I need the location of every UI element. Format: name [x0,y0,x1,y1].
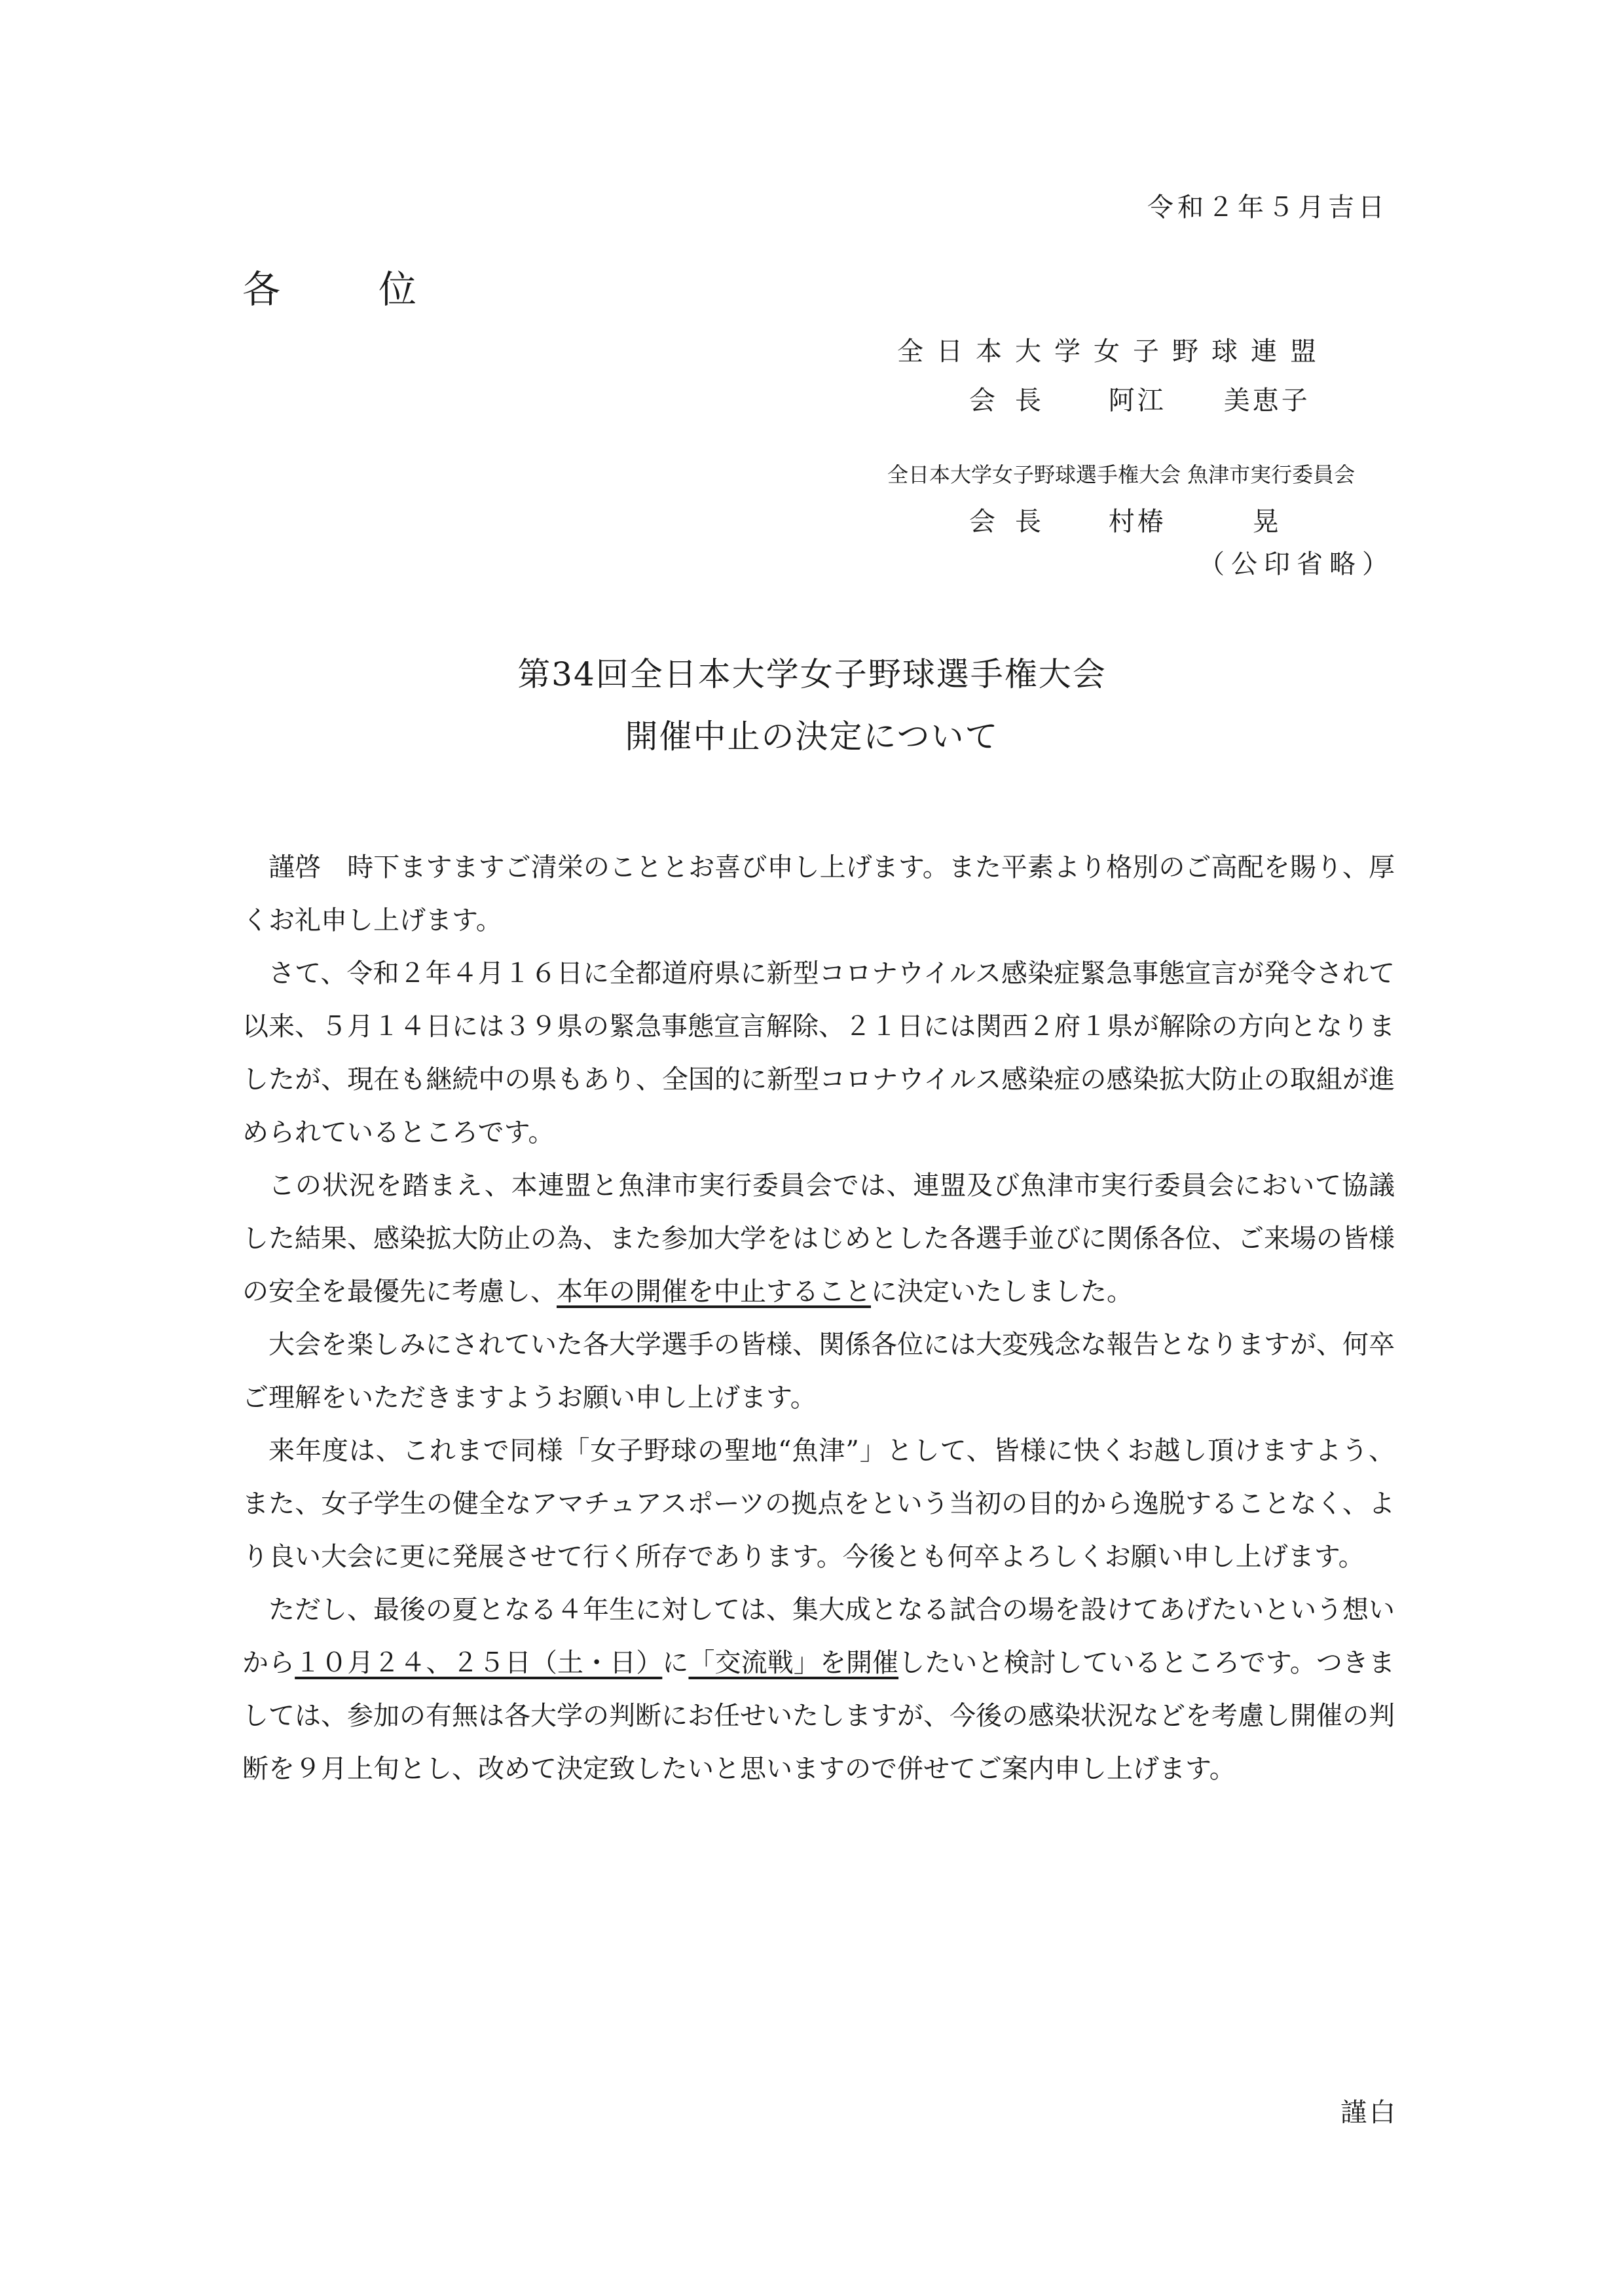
decision-text-a: この状況を踏まえ、本連盟と魚津市実行委員会では、連盟及び魚津市実行委員会において協議した結果、感染拡大防止の為、また参加大学をはじめとした各選手並びに関係各位、ご来場の皆様の安全を最優先に考慮し、 [242,1171,1395,1307]
sender-chair-2-name: 村椿 晃 [1108,507,1282,537]
paragraph-apology: 大会を楽しみにされていた各大学選手の皆様、関係各位には大変残念な報告となりますが、何卒ご理解をいただきますようお願い申し上げます。 [242,1330,1395,1413]
decision-underlined: 本年の開催を中止すること [557,1277,871,1307]
document-title-line-2: 開催中止の決定について [625,718,999,756]
sender-chair-2-role: 会長 [969,507,1061,537]
sender-chair-1-role: 会長 [969,386,1061,416]
letter-body [242,841,1395,1796]
recipient-salutation: 各位 [242,267,515,312]
sender-chair-1-name: 阿江 美恵子 [1108,386,1310,416]
exchange-date-underlined: １０月２４、２５日（土・日） [295,1648,663,1678]
issue-date: 令和２年５月吉日 [1147,192,1388,223]
sender-organization-1: 全日本大学女子野球連盟 [897,337,1329,367]
document-title-line-1: 第34回全日本大学女子野球選手権大会 [517,655,1107,693]
paragraph-background: さて、令和２年４月１６日に全都道府県に新型コロナウイルス感染症緊急事態宣言が発令されて以来、５月１４日には３９県の緊急事態宣言解除、２１日には関西２府１県が解除の方向となりましたが、現在も継続中の県もあり、全国的に新型コロナウイルス感染症の感染拡大防止の取組が進められているところです。 [242,958,1395,1148]
paragraph-exchange-match [242,1584,1395,1796]
seal-omitted-note: （公印省略） [1198,549,1395,579]
paragraph-greeting: 謹啓 時下ますますご清栄のこととお喜び申し上げます。また平素より格別のご高配を賜り、厚くお礼申し上げます。 [242,852,1395,936]
decision-text-b: に決定いたしました。 [871,1277,1133,1307]
exchange-event-underlined: 「交流戦」を開催 [688,1648,899,1678]
sender-chair-1 [969,380,1310,417]
exchange-text-b: に [662,1648,689,1678]
closing-remark: 謹白 [1340,2098,1398,2128]
paragraph-next-year: 来年度は、これまで同様「女子野球の聖地“魚津”」として、皆様に快くお越し頂けますよう、また、女子学生の健全なアマチュアスポーツの拠点をという当初の目的から逸脱することなく、より良い大会に更に発展させて行く所存であります。今後とも何卒よろしくお願い申し上げます。 [242,1436,1395,1572]
paragraph-decision [242,1159,1395,1319]
exchange-text-a: ただし、最後の夏となる４年生に対しては、集大成となる試合の場を設けてあげたいという想いから [242,1595,1395,1678]
sender-chair-2 [969,501,1282,538]
sender-organization-2: 全日本大学女子野球選手権大会 魚津市実行委員会 [887,462,1356,487]
exchange-text-c: したいと検討しているところです。つきましては、参加の有無は各大学の判断にお任せいたしますが、今後の感染状況などを考慮し開催の判断を９月上旬とし、改めて決定致したいと思いますので併せてご案内申し上げます。 [242,1648,1395,1784]
